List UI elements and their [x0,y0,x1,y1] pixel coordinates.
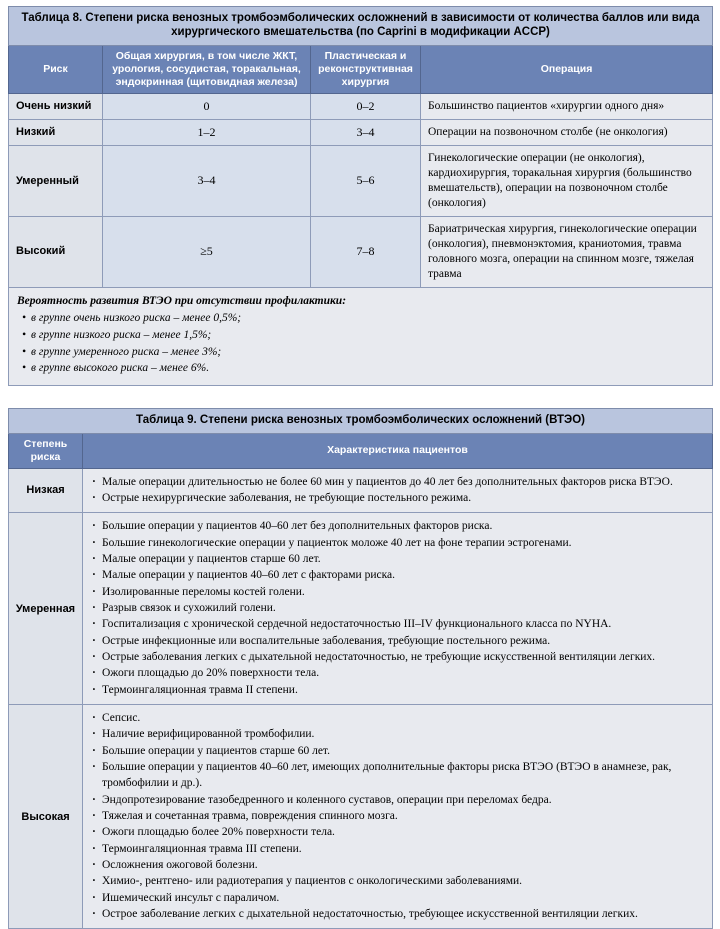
table-9-list-low [90,474,705,507]
table-8-risk-1: Низкий [9,120,103,146]
table-9-degree-low: Низкая [9,468,83,513]
list-item: · Острые нехирургические заболевания, не требующие постельного режима. [102,490,705,506]
list-item: · Острое заболевание легких с дыхательной недостаточностью, требующее искусственной вентиляции легких. [102,906,705,922]
list-item: · Малые операции длительностью не более 60 мин у пациентов до 40 лет без дополнительных факторов риска ВТЭО. [102,474,705,490]
table-8-general-2: 3–4 [103,146,311,217]
table-8 [8,6,713,386]
table-row [9,94,713,120]
list-item: · Острые инфекционные или воспалительные заболевания, требующие постельного режима. [102,633,705,649]
table-8-header-risk: Риск [9,45,103,93]
list-item: · Сепсис. [102,710,705,726]
table-8-general-0: 0 [103,94,311,120]
table-8-plastic-3: 7–8 [311,216,421,287]
table-9-characteristics-low [83,468,713,513]
list-item: • в группе низкого риска – менее 1,5%; [31,327,704,344]
table-9-header-patient-characteristics: Характеристика пациентов [83,433,713,468]
table-8-note-row [9,287,713,386]
table-8-general-1: 1–2 [103,120,311,146]
table-8-risk-3: Высокий [9,216,103,287]
list-item: · Малые операции у пациентов старше 60 лет. [102,551,705,567]
table-8-title-row [9,7,713,46]
list-item: • в группе очень низкого риска – менее 0,5%; [31,310,704,327]
table-divider [8,386,712,408]
table-row [9,468,713,513]
table-9-degree-moderate: Умеренная [9,513,83,705]
table-row [9,216,713,287]
list-item: · Большие операции у пациентов старше 60 лет. [102,743,705,759]
list-item: • в группе высокого риска – менее 6%. [31,360,704,377]
list-item: · Острые заболевания легких с дыхательной недостаточностью, не требующие искусственной вентиляции легких. [102,649,705,665]
list-item: · Большие операции у пациентов 40–60 лет без дополнительных факторов риска. [102,518,705,534]
list-item: · Ишемический инсульт с параличом. [102,890,705,906]
table-9-degree-high: Высокая [9,705,83,929]
table-8-operation-0: Большинство пациентов «хирургии одного дня» [421,94,713,120]
table-9-title-row [9,409,713,433]
list-item: · Наличие верифицированной тромбофилии. [102,726,705,742]
list-item: · Термоингаляционная травма III степени. [102,841,705,857]
table-9 [8,408,713,929]
table-9-characteristics-high [83,705,713,929]
table-8-header-general-surgery: Общая хирургия, в том числе ЖКТ, урология, сосудистая, торакальная, эндокринная (щитовидная железа) [103,45,311,93]
table-9-characteristics-moderate [83,513,713,705]
table-8-operation-3: Бариатрическая хирургия, гинекологические операции (онкология), пневмонэктомия, краниотомия, травма головного мозга, операции на спинном мозге, тяжелая травма [421,216,713,287]
table-8-general-3: ≥5 [103,216,311,287]
table-8-risk-2: Умеренный [9,146,103,217]
table-8-header-row [9,45,713,93]
list-item: · Большие гинекологические операции у пациенток моложе 40 лет на фоне терапии эстрогенами. [102,535,705,551]
table-8-operation-2: Гинекологические операции (не онкология), кардиохирургия, торакальная хирургия (большинство вмешательств), операции на позвоночном столбе (онкология) [421,146,713,217]
list-item: · Ожоги площадью до 20% поверхности тела. [102,665,705,681]
table-9-header-row [9,433,713,468]
table-8-operation-1: Операции на позвоночном столбе (не онкология) [421,120,713,146]
list-item: · Тяжелая и сочетанная травма, повреждения спинного мозга. [102,808,705,824]
list-item: · Химио-, рентгено- или радиотерапия у пациентов с онкологическими заболеваниями. [102,873,705,889]
table-8-header-plastic-surgery: Пластическая и реконструктивная хирургия [311,45,421,93]
table-9-list-high [90,710,705,922]
table-row [9,120,713,146]
table-9-header-risk-degree: Степень риска [9,433,83,468]
table-row [9,705,713,929]
list-item: · Большие операции у пациентов 40–60 лет, имеющих дополнительные факторы риска ВТЭО (ВТЭО в анамнезе, рак, тромбофилии и др.). [102,759,705,792]
table-8-note [9,287,713,386]
list-item: · Изолированные переломы костей голени. [102,584,705,600]
list-item: · Разрыв связок и сухожилий голени. [102,600,705,616]
table-8-note-heading: Вероятность развития ВТЭО при отсутствии профилактики: [17,294,347,307]
list-item: · Осложнения ожоговой болезни. [102,857,705,873]
list-item: · Эндопротезирование тазобедренного и коленного суставов, операции при переломах бедра. [102,792,705,808]
table-9-list-moderate [90,518,705,698]
list-item: · Госпитализация с хронической сердечной недостаточностью III–IV функционального класса по NYHA. [102,616,705,632]
table-9-title: Таблица 9. Степени риска венозных тромбоэмболических осложнений (ВТЭО) [9,409,713,433]
list-item: · Термоингаляционная травма II степени. [102,682,705,698]
table-8-plastic-1: 3–4 [311,120,421,146]
list-item: · Ожоги площадью более 20% поверхности тела. [102,824,705,840]
table-8-title: Таблица 8. Степени риска венозных тромбоэмболических осложнений в зависимости от количества баллов или вида хирургического вмешательства (по Caprini в модификации ACCP) [9,7,713,46]
list-item: • в группе умеренного риска – менее 3%; [31,344,704,361]
list-item: · Малые операции у пациентов 40–60 лет с факторами риска. [102,567,705,583]
table-row [9,146,713,217]
table-8-header-operation: Операция [421,45,713,93]
table-8-note-list [17,310,704,377]
table-8-plastic-2: 5–6 [311,146,421,217]
table-8-risk-0: Очень низкий [9,94,103,120]
table-row [9,513,713,705]
table-8-plastic-0: 0–2 [311,94,421,120]
